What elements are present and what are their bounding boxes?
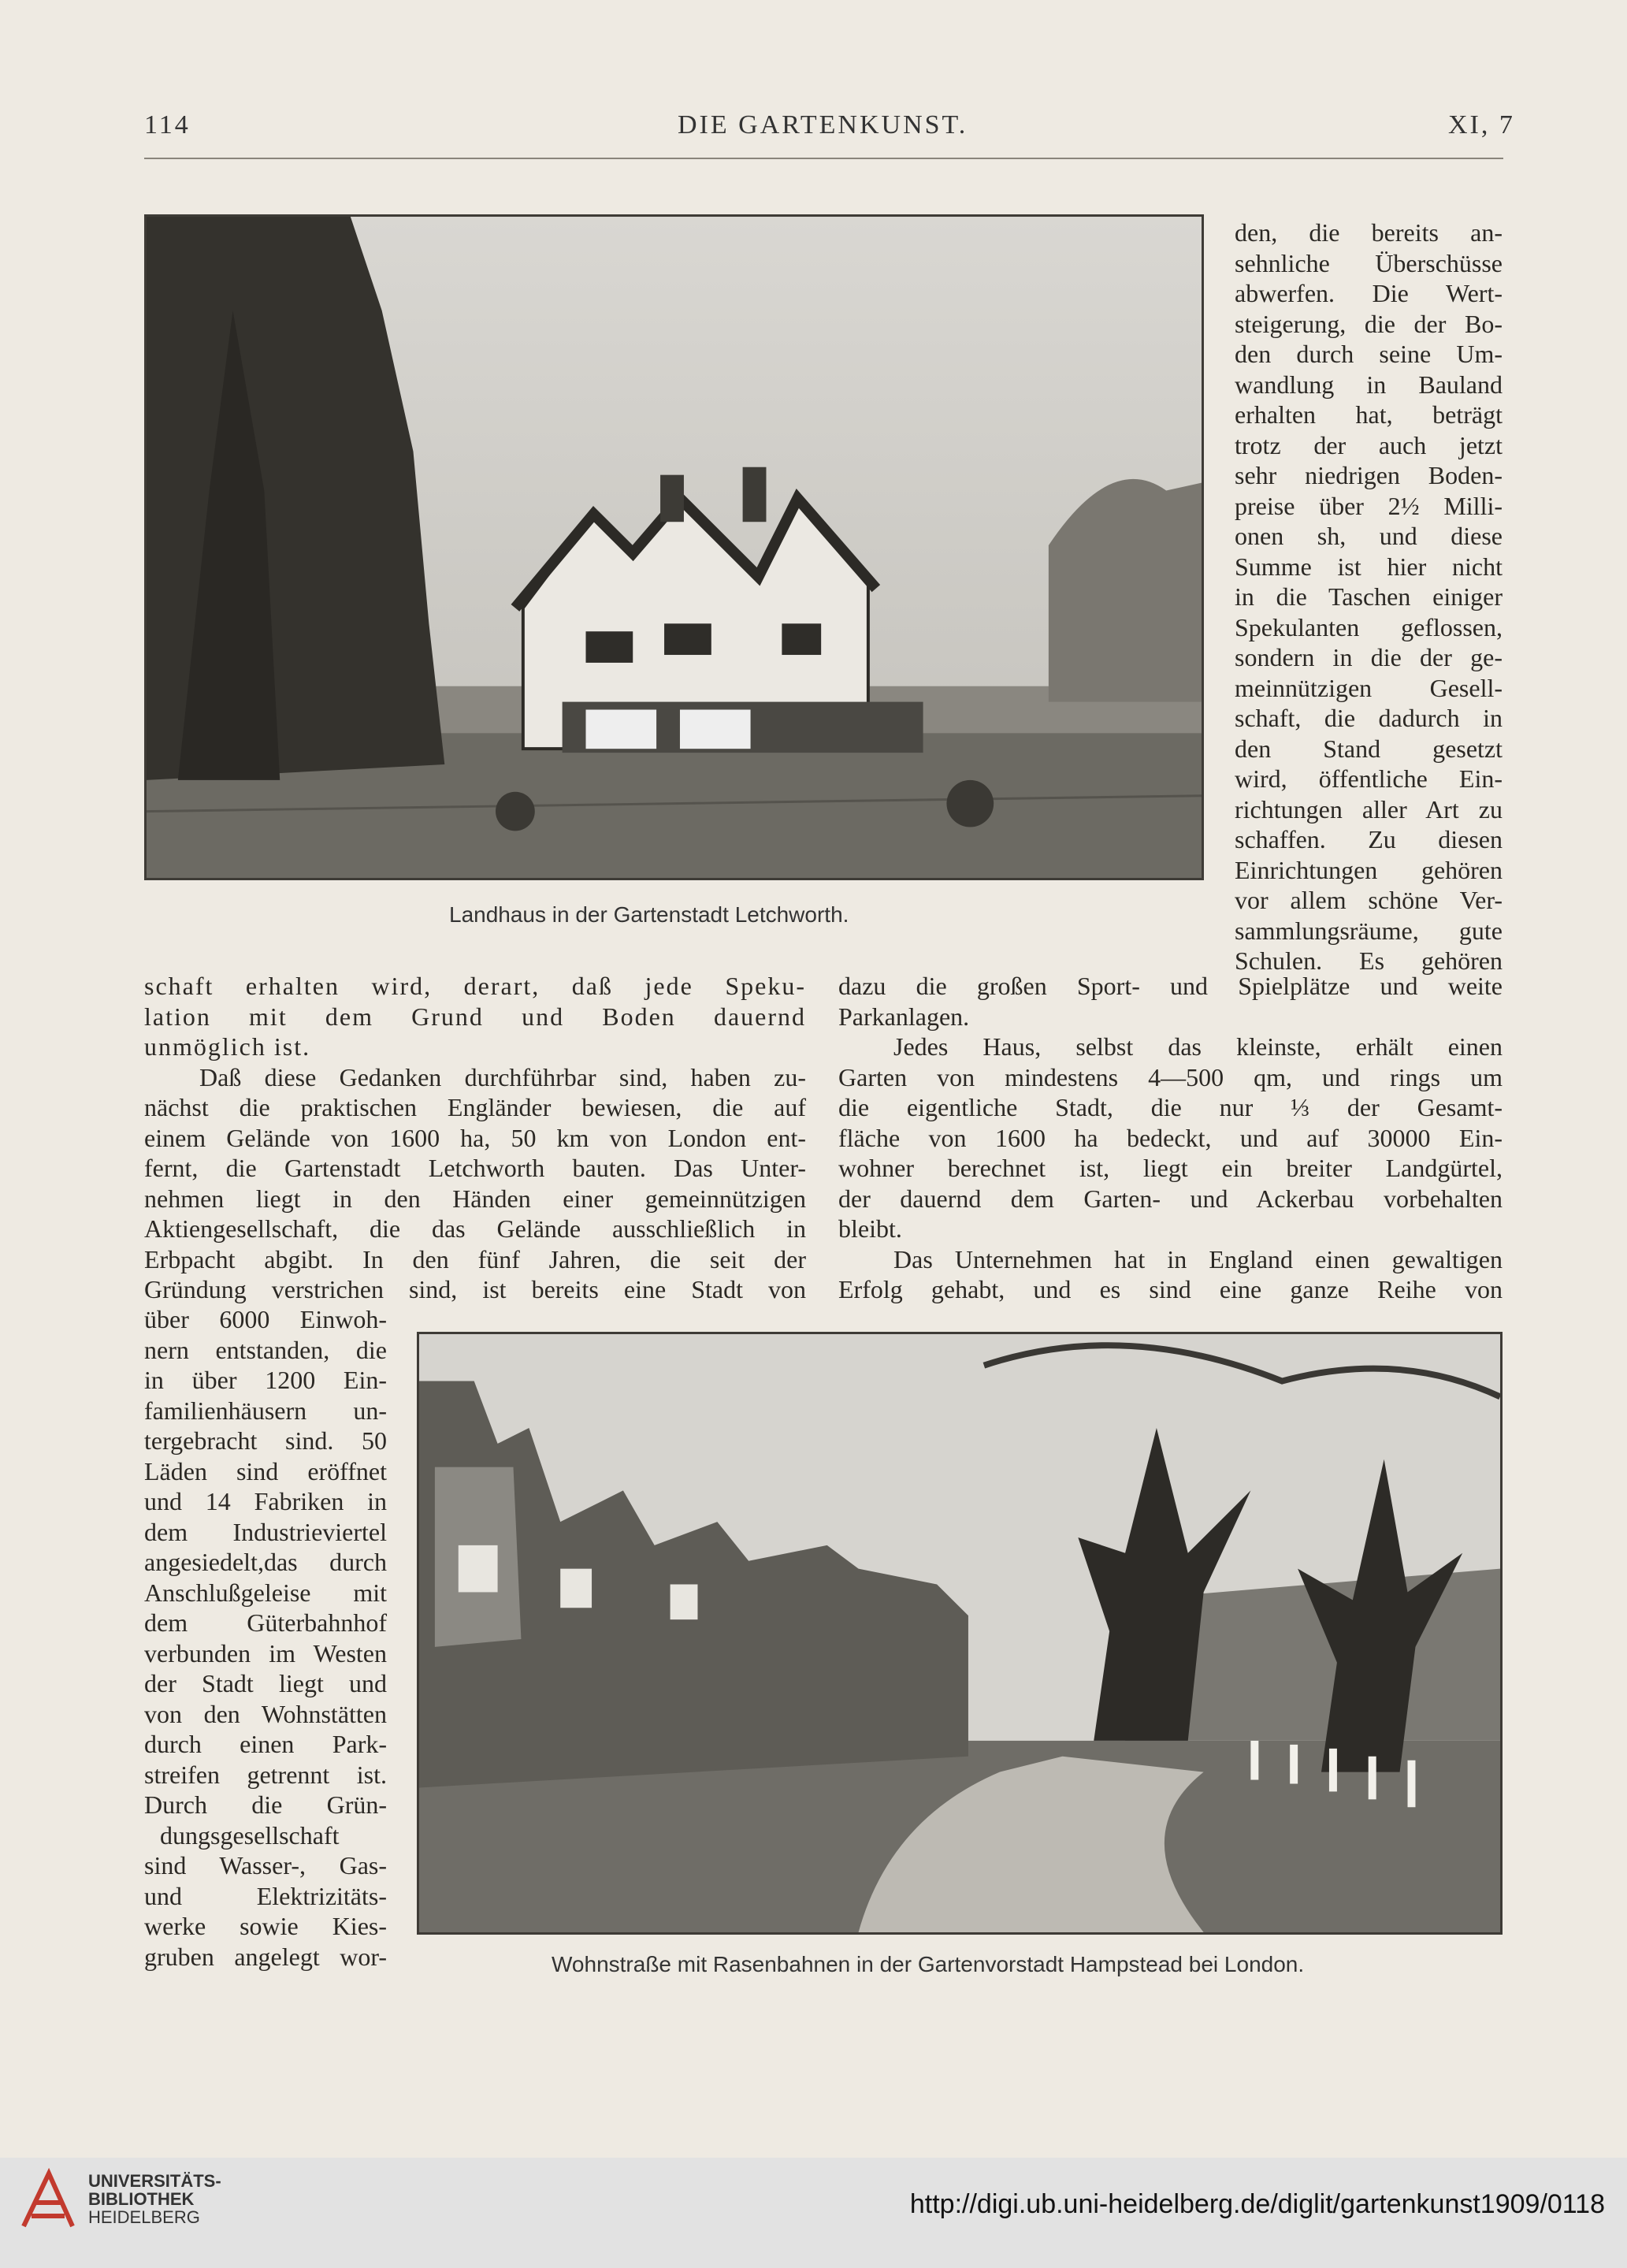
text-line: trotz der auch jetzt bbox=[1235, 430, 1503, 459]
text-line: in die Taschen einiger bbox=[1235, 582, 1503, 611]
text-line: bleibt. bbox=[838, 1214, 902, 1243]
text-line: meinnützigen Gesell- bbox=[1235, 673, 1503, 702]
text-line: schaffen. Zu diesen bbox=[1235, 825, 1503, 853]
text-line: lation mit dem Grund und Boden dauernd bbox=[144, 1002, 806, 1031]
text-line: wandlung in Bauland bbox=[1235, 370, 1503, 399]
text-line: die eigentliche Stadt, die nur ⅓ der Gesamt- bbox=[838, 1093, 1503, 1121]
text-line: durch einen Park- bbox=[144, 1730, 387, 1758]
text-line: verbunden im Westen bbox=[144, 1638, 387, 1668]
text-line: von den Wohnstätten bbox=[144, 1699, 387, 1728]
text-line: dem Güterbahnhof bbox=[144, 1608, 387, 1637]
text-line: fläche von 1600 ha bedeckt, und auf 30000 Ein- bbox=[838, 1123, 1503, 1152]
text-line: Durch die Grün- bbox=[144, 1790, 387, 1819]
text-line: preise über 2½ Milli- bbox=[1235, 491, 1503, 520]
text-line: sammlungsräume, gute bbox=[1235, 916, 1503, 945]
library-name-line: UNIVERSITÄTS- bbox=[88, 2171, 221, 2191]
issue-number: XI, 7 bbox=[1448, 110, 1515, 139]
text-line: Garten von mindestens 4—500 qm, und rings um bbox=[838, 1062, 1503, 1091]
library-name bbox=[88, 2172, 221, 2226]
text-line: abwerfen. Die Wert- bbox=[1235, 279, 1503, 307]
text-line: schaft erhalten wird, derart, daß jede Speku- bbox=[144, 972, 806, 1000]
text-line: der dauernd dem Garten- und Ackerbau vorbehalten bbox=[838, 1184, 1503, 1213]
text-line: Spekulanten geflossen, bbox=[1235, 612, 1503, 641]
source-url-link[interactable]: http://digi.ub.uni-heidelberg.de/diglit/gartenkunst1909/0118 bbox=[909, 2189, 1605, 2219]
text-line: Aktiengesellschaft, die das Gelände ausschließlich in bbox=[144, 1214, 806, 1243]
text-line: nern entstanden, die bbox=[144, 1335, 387, 1364]
photo-letchworth-house bbox=[144, 214, 1204, 880]
text-line: gruben angelegt wor- bbox=[144, 1942, 387, 1971]
text-line: schaft, die dadurch in bbox=[1235, 704, 1503, 732]
text-line: nehmen liegt in den Händen einer gemeinnützigen bbox=[144, 1184, 806, 1213]
text-line: unmöglich ist. bbox=[144, 1032, 311, 1061]
figure-caption-1: Landhaus in der Gartenstadt Letchworth. bbox=[449, 902, 849, 927]
text-line: familienhäusern un- bbox=[144, 1396, 387, 1425]
photo-hampstead-street bbox=[417, 1332, 1503, 1935]
text-line: Parkanlagen. bbox=[838, 1002, 970, 1031]
text-line: dem Industrieviertel bbox=[144, 1517, 387, 1546]
text-line: werke sowie Kies- bbox=[144, 1912, 387, 1940]
text-line: Gründung verstrichen sind, ist bereits eine Stadt von bbox=[144, 1275, 806, 1303]
text-line: fernt, die Gartenstadt Letchworth bauten. Das Unter- bbox=[144, 1154, 806, 1182]
text-line: in über 1200 Ein- bbox=[144, 1366, 387, 1394]
text-right-mid bbox=[838, 971, 1503, 1305]
text-right-top bbox=[1235, 218, 1503, 976]
text-line: und Elektrizitäts- bbox=[144, 1881, 387, 1910]
text-line: Summe ist hier nicht bbox=[1235, 552, 1503, 581]
text-line: sehr niedrigen Boden- bbox=[1235, 461, 1503, 489]
text-line: der Stadt liegt und bbox=[144, 1669, 387, 1697]
library-logo-icon bbox=[17, 2167, 79, 2232]
text-line: tergebracht sind. 50 bbox=[144, 1426, 387, 1455]
text-line: angesiedelt,das durch bbox=[144, 1548, 387, 1576]
text-line: Daß diese Gedanken durchführbar sind, haben zu- bbox=[199, 1062, 806, 1091]
text-line: streifen getrennt ist. bbox=[144, 1760, 387, 1789]
text-line: den durch seine Um- bbox=[1235, 340, 1503, 368]
figure-caption-2: Wohnstraße mit Rasenbahnen in der Gartenvorstadt Hampstead bei London. bbox=[552, 1952, 1305, 1976]
text-line: über 6000 Einwoh- bbox=[144, 1305, 387, 1333]
text-left-mid bbox=[144, 971, 806, 1305]
text-line: richtungen aller Art zu bbox=[1235, 794, 1503, 824]
text-line: einem Gelände von 1600 ha, 50 km von London ent- bbox=[144, 1123, 806, 1152]
text-left-bottom bbox=[144, 1304, 387, 1972]
footer-bar bbox=[0, 2158, 1627, 2268]
text-line: den Stand gesetzt bbox=[1235, 734, 1503, 763]
text-line: erhalten hat, beträgt bbox=[1235, 400, 1503, 429]
text-line: sehnliche Überschüsse bbox=[1235, 248, 1503, 277]
text-line: vor allem schöne Ver- bbox=[1235, 886, 1503, 914]
page-number: 114 bbox=[144, 110, 191, 139]
library-name-line: HEIDELBERG bbox=[88, 2207, 200, 2227]
text-line: Das Unternehmen hat in England einen gewaltigen bbox=[893, 1244, 1503, 1273]
text-line: sondern in die der ge- bbox=[1235, 643, 1503, 671]
text-line: dazu die großen Sport- und Spielplätze und weite bbox=[838, 972, 1503, 1000]
text-line: Jedes Haus, selbst das kleinste, erhält einen bbox=[893, 1032, 1503, 1061]
text-line: nächst die praktischen Engländer bewiesen, die auf bbox=[144, 1093, 806, 1121]
text-line: und 14 Fabriken in bbox=[144, 1487, 387, 1515]
text-line: wird, öffentliche Ein- bbox=[1235, 764, 1503, 793]
text-line: Einrichtungen gehören bbox=[1235, 855, 1503, 884]
text-line: Läden sind eröffnet bbox=[144, 1456, 387, 1485]
text-line: Schulen. Es gehören bbox=[1235, 946, 1503, 975]
header-rule bbox=[144, 158, 1503, 159]
text-line: sind Wasser-, Gas- bbox=[144, 1851, 387, 1879]
running-title: DIE GARTENKUNST. bbox=[678, 110, 968, 139]
text-line: steigerung, die der Bo- bbox=[1235, 309, 1503, 338]
text-line: den, die bereits an- bbox=[1235, 218, 1503, 247]
text-line: Erbpacht abgibt. In den fünf Jahren, die seit der bbox=[144, 1244, 806, 1273]
library-name-line: BIBLIOTHEK bbox=[88, 2189, 195, 2209]
text-line: onen sh, und diese bbox=[1235, 522, 1503, 550]
text-line: Anschlußgeleise mit bbox=[144, 1578, 387, 1607]
text-line: dungsgesellschaft bbox=[160, 1820, 340, 1850]
text-line: Erfolg gehabt, und es sind eine ganze Reihe von bbox=[838, 1275, 1503, 1303]
text-line: wohner berechnet ist, liegt ein breiter Landgürtel, bbox=[838, 1154, 1503, 1182]
